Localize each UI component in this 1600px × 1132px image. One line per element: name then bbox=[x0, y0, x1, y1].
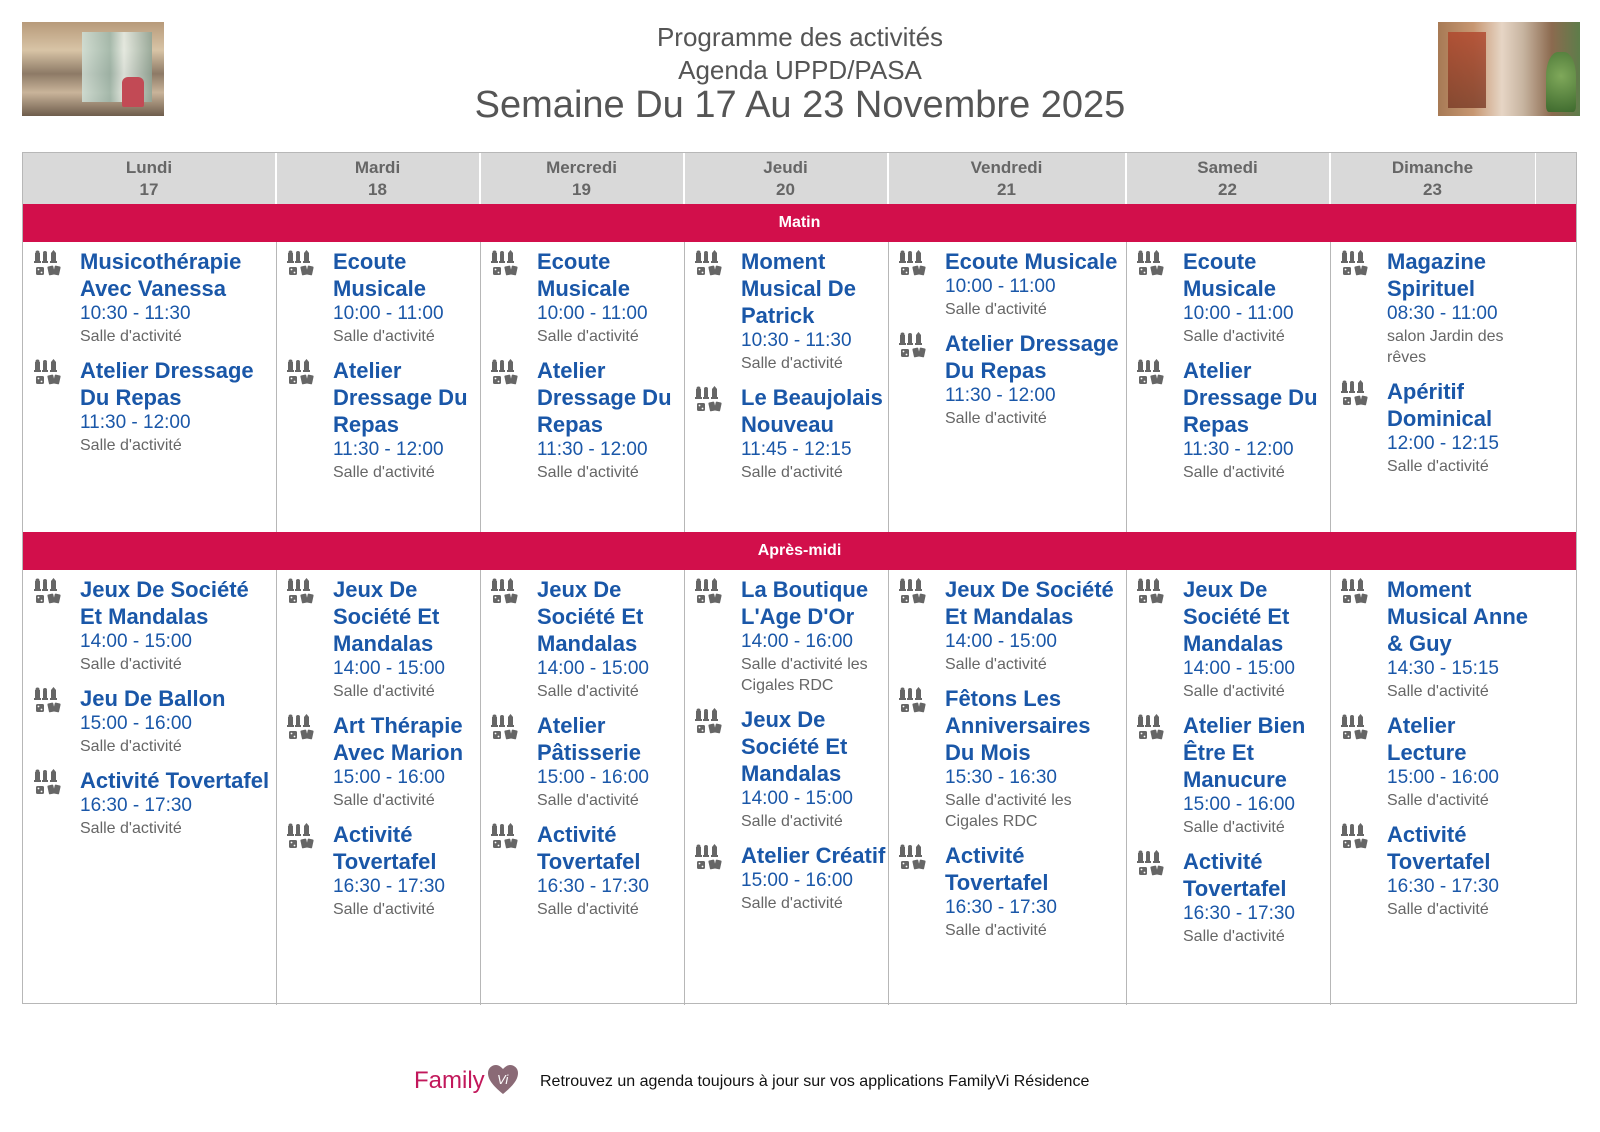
activity-item[interactable] bbox=[1127, 357, 1329, 483]
activity-place: Salle d'activité bbox=[945, 656, 1047, 673]
activity-item[interactable] bbox=[1127, 848, 1329, 947]
activity-item[interactable] bbox=[481, 248, 683, 347]
day-name: Mercredi bbox=[546, 158, 617, 177]
activity-item[interactable] bbox=[889, 685, 1125, 832]
activity-item[interactable] bbox=[889, 248, 1125, 320]
activity-time: 14:00 - 15:00 bbox=[741, 788, 853, 809]
activity-place: Salle d'activité bbox=[1183, 819, 1285, 836]
activity-time: 11:45 - 12:15 bbox=[741, 439, 852, 460]
activity-place: Salle d'activité bbox=[741, 355, 843, 372]
day-number: 17 bbox=[139, 180, 159, 199]
activity-place: Salle d'activité bbox=[80, 738, 182, 755]
activity-place: Salle d'activité bbox=[537, 683, 639, 700]
games-icon bbox=[695, 708, 725, 736]
activity-place: Salle d'activité bbox=[333, 901, 435, 918]
activity-name: La Boutique L'Age D'Or bbox=[741, 577, 869, 629]
activity-item[interactable] bbox=[277, 357, 479, 483]
activity-time: 11:30 - 12:00 bbox=[945, 385, 1056, 406]
activity-place: Salle d'activité bbox=[1387, 458, 1489, 475]
days-header-row bbox=[23, 153, 1576, 204]
activity-place: Salle d'activité bbox=[333, 464, 435, 481]
day-name: Samedi bbox=[1197, 158, 1258, 177]
activity-place: Salle d'activité bbox=[1387, 901, 1489, 918]
activity-item[interactable] bbox=[24, 248, 275, 347]
activity-item[interactable] bbox=[889, 330, 1125, 429]
column-divider bbox=[480, 153, 481, 204]
activity-place: Salle d'activité bbox=[1387, 683, 1489, 700]
activity-item[interactable] bbox=[685, 384, 887, 483]
activity-name: Atelier Pâtisserie bbox=[537, 713, 641, 765]
games-icon bbox=[695, 578, 725, 606]
games-icon bbox=[1341, 714, 1371, 742]
activity-name: Ecoute Musicale bbox=[945, 249, 1118, 274]
activity-item[interactable] bbox=[481, 576, 683, 702]
games-icon bbox=[899, 578, 929, 606]
activity-item[interactable] bbox=[685, 842, 887, 914]
activity-item[interactable] bbox=[685, 576, 887, 696]
apres_midi-cell-samedi bbox=[1127, 576, 1329, 1003]
activity-item[interactable] bbox=[277, 712, 479, 811]
matin-cell-mardi bbox=[277, 248, 479, 530]
games-icon bbox=[287, 250, 317, 278]
activity-name: Ecoute Musicale bbox=[537, 249, 630, 301]
activity-name: Jeux De Société Et Mandalas bbox=[80, 577, 249, 629]
activity-name: Jeux De Société Et Mandalas bbox=[537, 577, 644, 656]
activity-place: Salle d'activité bbox=[537, 792, 639, 809]
activity-name: Activité Tovertafel bbox=[537, 822, 641, 874]
activity-name: Atelier Dressage Du Repas bbox=[1183, 358, 1318, 437]
games-icon bbox=[1137, 578, 1167, 606]
activity-time: 15:30 - 16:30 bbox=[945, 767, 1057, 788]
activity-name: Ecoute Musicale bbox=[1183, 249, 1276, 301]
column-divider bbox=[684, 153, 685, 204]
games-icon bbox=[1341, 250, 1371, 278]
weekly-schedule-grid bbox=[22, 152, 1577, 1004]
activity-item[interactable] bbox=[24, 685, 275, 757]
games-icon bbox=[899, 844, 929, 872]
activity-item[interactable] bbox=[277, 248, 479, 347]
games-icon bbox=[34, 250, 64, 278]
program-title: Programme des activités bbox=[656, 22, 944, 52]
activity-item[interactable] bbox=[481, 821, 683, 920]
activity-item[interactable] bbox=[277, 576, 479, 702]
games-icon bbox=[1341, 823, 1371, 851]
games-icon bbox=[34, 769, 64, 797]
day-header-mardi bbox=[276, 153, 480, 204]
games-icon bbox=[899, 250, 929, 278]
activity-time: 12:00 - 12:15 bbox=[1387, 433, 1499, 454]
activity-item[interactable] bbox=[685, 706, 887, 832]
activity-place: Salle d'activité bbox=[945, 301, 1047, 318]
day-name: Mardi bbox=[354, 158, 401, 177]
activity-time: 10:00 - 11:00 bbox=[537, 303, 648, 324]
day-number: 18 bbox=[368, 180, 387, 199]
day-name: Jeudi bbox=[763, 158, 808, 177]
activity-item[interactable] bbox=[1331, 821, 1535, 920]
activity-time: 11:30 - 12:00 bbox=[80, 412, 191, 433]
activity-place: Salle d'activité bbox=[741, 464, 843, 481]
activity-name: Musicothérapie Avec Vanessa bbox=[80, 249, 242, 301]
activity-item[interactable] bbox=[24, 576, 275, 675]
activity-time: 15:00 - 16:00 bbox=[1387, 767, 1499, 788]
activity-place: Salle d'activité bbox=[333, 683, 435, 700]
activity-name: Atelier Bien Être Et Manucure bbox=[1183, 713, 1306, 792]
activity-name: Activité Tovertafel bbox=[945, 843, 1049, 895]
day-name: Dimanche bbox=[1391, 158, 1474, 177]
activity-name: Moment Musical De Patrick bbox=[741, 249, 856, 328]
column-divider bbox=[1126, 153, 1127, 204]
games-icon bbox=[1137, 250, 1167, 278]
apres_midi-cell-dimanche bbox=[1331, 576, 1535, 1003]
activity-item[interactable] bbox=[24, 357, 275, 456]
activity-time: 15:00 - 16:00 bbox=[80, 713, 192, 734]
activity-name: Activité Tovertafel bbox=[1183, 849, 1287, 901]
day-number: 19 bbox=[572, 180, 591, 199]
matin-cell-mercredi bbox=[481, 248, 683, 530]
day-header-dimanche bbox=[1330, 153, 1536, 204]
matin-cell-vendredi bbox=[889, 248, 1125, 530]
activity-name: Atelier Dressage Du Repas bbox=[537, 358, 672, 437]
column-divider bbox=[888, 153, 889, 204]
activity-name: Ecoute Musicale bbox=[333, 249, 426, 301]
activity-time: 14:00 - 15:00 bbox=[1183, 658, 1295, 679]
day-header-vendredi bbox=[888, 153, 1126, 204]
footer bbox=[0, 1061, 1600, 1101]
activity-name: Magazine Spirituel bbox=[1387, 249, 1487, 301]
activity-place: Salle d'activité bbox=[537, 464, 639, 481]
activity-place: Salle d'activité les Cigales RDC bbox=[741, 656, 868, 694]
games-icon bbox=[491, 250, 521, 278]
activity-item[interactable] bbox=[889, 576, 1125, 675]
afternoon-section-band: Après-midi bbox=[23, 532, 1576, 570]
activity-name: Jeux De Société Et Mandalas bbox=[333, 577, 440, 656]
activity-item[interactable] bbox=[1331, 712, 1535, 811]
games-icon bbox=[899, 687, 929, 715]
activity-time: 11:30 - 12:00 bbox=[537, 439, 648, 460]
matin-cell-lundi bbox=[24, 248, 275, 530]
games-icon bbox=[34, 687, 64, 715]
activity-time: 14:00 - 15:00 bbox=[537, 658, 649, 679]
activity-name: Le Beaujolais Nouveau bbox=[741, 385, 883, 437]
apres_midi-cell-mercredi bbox=[481, 576, 683, 1003]
activity-item[interactable] bbox=[24, 767, 275, 839]
activity-name: Fêtons Les Anniversaires Du Mois bbox=[945, 686, 1091, 765]
activity-time: 15:00 - 16:00 bbox=[537, 767, 649, 788]
activity-name: Atelier Créatif bbox=[741, 843, 886, 868]
activity-place: Salle d'activité bbox=[333, 792, 435, 809]
activity-time: 14:00 - 15:00 bbox=[80, 631, 192, 652]
activity-name: Art Thérapie Avec Marion bbox=[333, 713, 464, 765]
activity-time: 14:30 - 15:15 bbox=[1387, 658, 1499, 679]
games-icon bbox=[491, 714, 521, 742]
footer-app-note: Retrouvez un agenda toujours à jour sur vos applications FamilyVi Résidence bbox=[540, 1073, 1090, 1090]
activity-time: 16:30 - 17:30 bbox=[80, 795, 192, 816]
activity-time: 10:00 - 11:00 bbox=[945, 276, 1056, 297]
games-icon bbox=[287, 359, 317, 387]
activity-time: 16:30 - 17:30 bbox=[945, 897, 1057, 918]
day-name: Lundi bbox=[125, 158, 173, 177]
column-divider bbox=[1330, 153, 1331, 204]
day-number: 22 bbox=[1218, 180, 1237, 199]
activity-item[interactable] bbox=[1331, 378, 1535, 477]
activity-time: 10:30 - 11:30 bbox=[80, 303, 191, 324]
activity-time: 10:30 - 11:30 bbox=[741, 330, 852, 351]
activity-time: 14:00 - 16:00 bbox=[741, 631, 853, 652]
day-name: Vendredi bbox=[970, 158, 1043, 177]
morning-section-band: Matin bbox=[23, 204, 1576, 242]
day-header-lundi bbox=[23, 153, 276, 204]
games-icon bbox=[1137, 359, 1167, 387]
activity-place: Salle d'activité bbox=[1183, 464, 1285, 481]
activity-place: Salle d'activité bbox=[80, 820, 182, 837]
activity-time: 10:00 - 11:00 bbox=[1183, 303, 1294, 324]
agenda-subtitle: Agenda UPPD/PASA bbox=[678, 55, 922, 85]
activity-name: Apéritif Dominical bbox=[1387, 379, 1493, 431]
activity-time: 16:30 - 17:30 bbox=[333, 876, 445, 897]
games-icon bbox=[695, 250, 725, 278]
matin-cell-jeudi bbox=[685, 248, 887, 530]
day-number: 20 bbox=[776, 180, 795, 199]
activity-item[interactable] bbox=[1127, 248, 1329, 347]
activity-item[interactable] bbox=[1331, 248, 1535, 368]
games-icon bbox=[1341, 380, 1371, 408]
svg-text:Vi: Vi bbox=[497, 1072, 509, 1087]
activity-item[interactable] bbox=[685, 248, 887, 374]
activity-place: Salle d'activité bbox=[945, 922, 1047, 939]
games-icon bbox=[899, 332, 929, 360]
games-icon bbox=[695, 386, 725, 414]
games-icon bbox=[491, 578, 521, 606]
activity-name: Jeux De Société Et Mandalas bbox=[741, 707, 848, 786]
activity-name: Jeux De Société Et Mandalas bbox=[1183, 577, 1290, 656]
games-icon bbox=[287, 578, 317, 606]
column-divider bbox=[276, 153, 277, 204]
matin-cell-samedi bbox=[1127, 248, 1329, 530]
games-icon bbox=[34, 359, 64, 387]
activity-place: Salle d'activité bbox=[333, 328, 435, 345]
day-header-jeudi bbox=[684, 153, 888, 204]
activity-place: Salle d'activité bbox=[537, 901, 639, 918]
activity-name: Moment Musical Anne & Guy bbox=[1387, 577, 1528, 656]
activity-item[interactable] bbox=[1331, 576, 1535, 702]
familyvi-logo-text: Family bbox=[414, 1067, 485, 1094]
activity-item[interactable] bbox=[277, 821, 479, 920]
activity-time: 15:00 - 16:00 bbox=[1183, 794, 1295, 815]
activity-time: 11:30 - 12:00 bbox=[1183, 439, 1294, 460]
activity-item[interactable] bbox=[481, 357, 683, 483]
activity-place: Salle d'activité bbox=[741, 895, 843, 912]
activity-name: Activité Tovertafel bbox=[80, 768, 270, 793]
activity-time: 10:00 - 11:00 bbox=[333, 303, 444, 324]
activity-place: Salle d'activité bbox=[1183, 928, 1285, 945]
games-icon bbox=[1137, 714, 1167, 742]
activity-time: 16:30 - 17:30 bbox=[537, 876, 649, 897]
games-icon bbox=[287, 714, 317, 742]
games-icon bbox=[491, 359, 521, 387]
activity-name: Atelier Lecture bbox=[1387, 713, 1467, 765]
apres_midi-cell-jeudi bbox=[685, 576, 887, 1003]
activity-time: 11:30 - 12:00 bbox=[333, 439, 444, 460]
activity-place: Salle d'activité bbox=[1183, 683, 1285, 700]
activity-time: 15:00 - 16:00 bbox=[741, 870, 853, 891]
activity-item[interactable] bbox=[1127, 712, 1329, 838]
activity-time: 08:30 - 11:00 bbox=[1387, 303, 1498, 324]
games-icon bbox=[287, 823, 317, 851]
activity-place: Salle d'activité bbox=[1183, 328, 1285, 345]
games-icon bbox=[1341, 578, 1371, 606]
activity-place: Salle d'activité bbox=[741, 813, 843, 830]
activity-name: Jeux De Société Et Mandalas bbox=[945, 577, 1114, 629]
activity-name: Atelier Dressage Du Repas bbox=[945, 331, 1119, 383]
activity-place: Salle d'activité bbox=[80, 656, 182, 673]
activity-time: 14:00 - 15:00 bbox=[945, 631, 1057, 652]
activity-time: 14:00 - 15:00 bbox=[333, 658, 445, 679]
activity-place: Salle d'activité bbox=[1387, 792, 1489, 809]
week-title: Semaine Du 17 Au 23 Novembre 2025 bbox=[474, 84, 1126, 126]
activity-time: 16:30 - 17:30 bbox=[1183, 903, 1295, 924]
activity-place: Salle d'activité bbox=[80, 437, 182, 454]
activity-place: Salle d'activité bbox=[945, 410, 1047, 427]
games-icon bbox=[491, 823, 521, 851]
activity-place: Salle d'activité bbox=[80, 328, 182, 345]
activity-name: Activité Tovertafel bbox=[1387, 822, 1491, 874]
activity-item[interactable] bbox=[481, 712, 683, 811]
activity-item[interactable] bbox=[1127, 576, 1329, 702]
day-header-samedi bbox=[1126, 153, 1330, 204]
matin-cell-dimanche bbox=[1331, 248, 1535, 530]
apres_midi-cell-vendredi bbox=[889, 576, 1125, 1003]
activity-place: Salle d'activité bbox=[537, 328, 639, 345]
games-icon bbox=[1137, 850, 1167, 878]
day-header-mercredi bbox=[480, 153, 684, 204]
activity-name: Activité Tovertafel bbox=[333, 822, 437, 874]
activity-item[interactable] bbox=[889, 842, 1125, 941]
activity-place: Salle d'activité les Cigales RDC bbox=[945, 792, 1072, 830]
day-number: 23 bbox=[1423, 180, 1442, 199]
games-icon bbox=[695, 844, 725, 872]
day-number: 21 bbox=[997, 180, 1016, 199]
apres_midi-cell-mardi bbox=[277, 576, 479, 1003]
activity-name: Jeu De Ballon bbox=[80, 686, 226, 711]
activity-name: Atelier Dressage Du Repas bbox=[80, 358, 254, 410]
activity-time: 16:30 - 17:30 bbox=[1387, 876, 1499, 897]
activity-time: 15:00 - 16:00 bbox=[333, 767, 445, 788]
activity-name: Atelier Dressage Du Repas bbox=[333, 358, 468, 437]
apres_midi-cell-lundi bbox=[24, 576, 275, 1003]
games-icon bbox=[34, 578, 64, 606]
activity-place: salon Jardin des rêves bbox=[1387, 328, 1504, 366]
heart-vi-logo-icon bbox=[486, 1063, 520, 1097]
